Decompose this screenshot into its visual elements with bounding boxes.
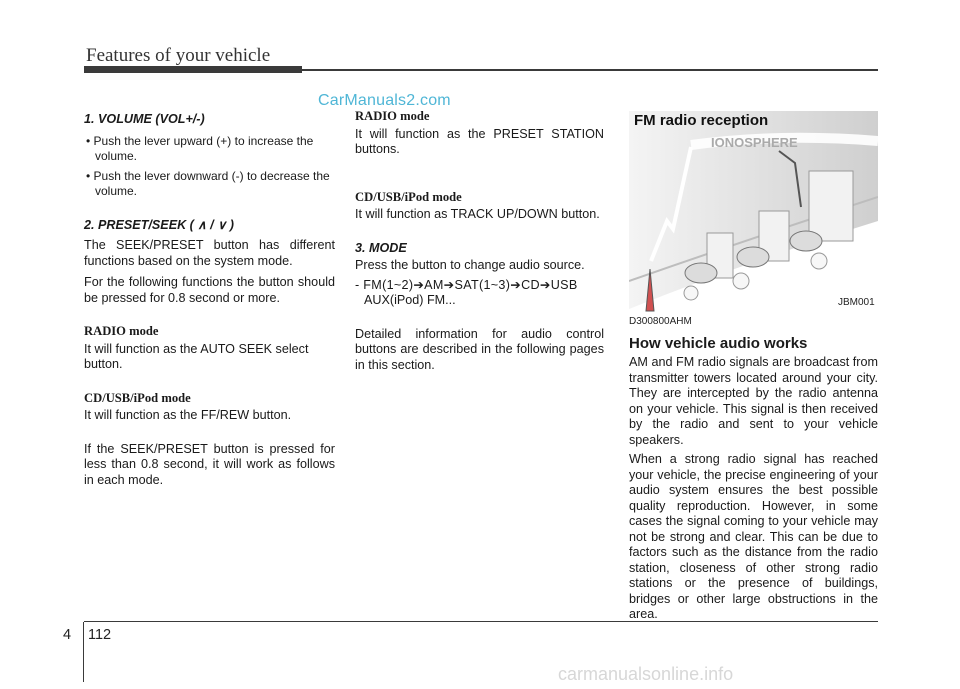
car [685, 263, 717, 283]
paragraph: When a strong radio signal has reached your vehicle, the precise engineering of your audio system ensures the best possible quality reproduction. However, in some cases the signal coming to your vehicle may not be strong and clear. This can be due to factors such as the distance from the radio station, closeness of other strong radio stations or the presence of buildings, bridges or other large obstructions in the area. [629, 452, 878, 621]
chapter-number: 4 [63, 627, 72, 643]
mode-sequence-cont: AUX(iPod) FM... [364, 293, 456, 307]
fm-illustration-svg [629, 111, 878, 314]
page-number: 112 [88, 627, 112, 643]
figure-code: JBM001 [838, 297, 875, 308]
subheading-radio-mode: RADIO mode [84, 324, 159, 338]
column-right [629, 314, 878, 623]
heading-audio-works: How vehicle audio works [629, 334, 808, 352]
header-rule [302, 69, 878, 71]
paragraph: Press the button to change audio source. [355, 258, 585, 272]
fm-reception-illustration [629, 111, 878, 314]
footer-divider [83, 622, 84, 682]
section-code: D300800AHM [629, 316, 692, 327]
paragraph: Detailed information for audio control buttons are described in the following pages in this section. [355, 326, 604, 372]
paragraph: It will function as the PRESET STATION buttons. [355, 126, 604, 156]
column-left [84, 112, 335, 488]
paragraph: It will function as TRACK UP/DOWN button. [355, 207, 600, 221]
watermark-top[interactable]: CarManuals2.com [318, 92, 451, 109]
tree [811, 253, 827, 269]
building [809, 171, 853, 241]
paragraph: For the following functions the button should be pressed for 0.8 second or more. [84, 275, 335, 305]
car [790, 231, 822, 251]
tree [684, 286, 698, 300]
paragraph: It will function as the AUTO SEEK select button. [84, 341, 309, 371]
page-header-title: Features of your vehicle [86, 45, 271, 66]
subheading-radio-mode: RADIO mode [355, 109, 430, 123]
column-middle [355, 109, 604, 373]
heading-preset-seek: 2. PRESET/SEEK ( ∧ / ∨ ) [84, 217, 234, 232]
bullet-volume-down: • Push the lever downward (-) to decrease the volume. [86, 168, 330, 198]
paragraph: If the SEEK/PRESET button is pressed for less than 0.8 second, it will work as follows in each mode. [84, 441, 335, 487]
ionosphere-label: IONOSPHERE [711, 135, 798, 150]
footer-rule [84, 621, 878, 622]
car [737, 247, 769, 267]
paragraph: AM and FM radio signals are broadcast from transmitter towers located around your city. They are intercepted by the radio antenna on your vehicle. This signal is then received by the radio and sent to your vehicle speakers. [629, 355, 878, 447]
heading-volume: 1. VOLUME (VOL+/-) [84, 112, 205, 126]
subheading-cd-mode: CD/USB/iPod mode [355, 189, 462, 204]
paragraph: The SEEK/PRESET button has different functions based on the system mode. [84, 238, 335, 268]
figure-title: FM radio reception [634, 112, 769, 129]
bullet-volume-up: • Push the lever upward (+) to increase the volume. [86, 133, 314, 163]
mode-sequence: - FM(1~2)➔AM➔SAT(1~3)➔CD➔USB [355, 277, 578, 292]
heading-mode: 3. MODE [355, 240, 407, 255]
header-bar [84, 66, 302, 73]
tree [733, 273, 749, 289]
subheading-cd-mode: CD/USB/iPod mode [84, 390, 191, 405]
watermark-bottom[interactable]: carmanualsonline.info [558, 664, 734, 684]
paragraph: It will function as the FF/REW button. [84, 408, 292, 422]
